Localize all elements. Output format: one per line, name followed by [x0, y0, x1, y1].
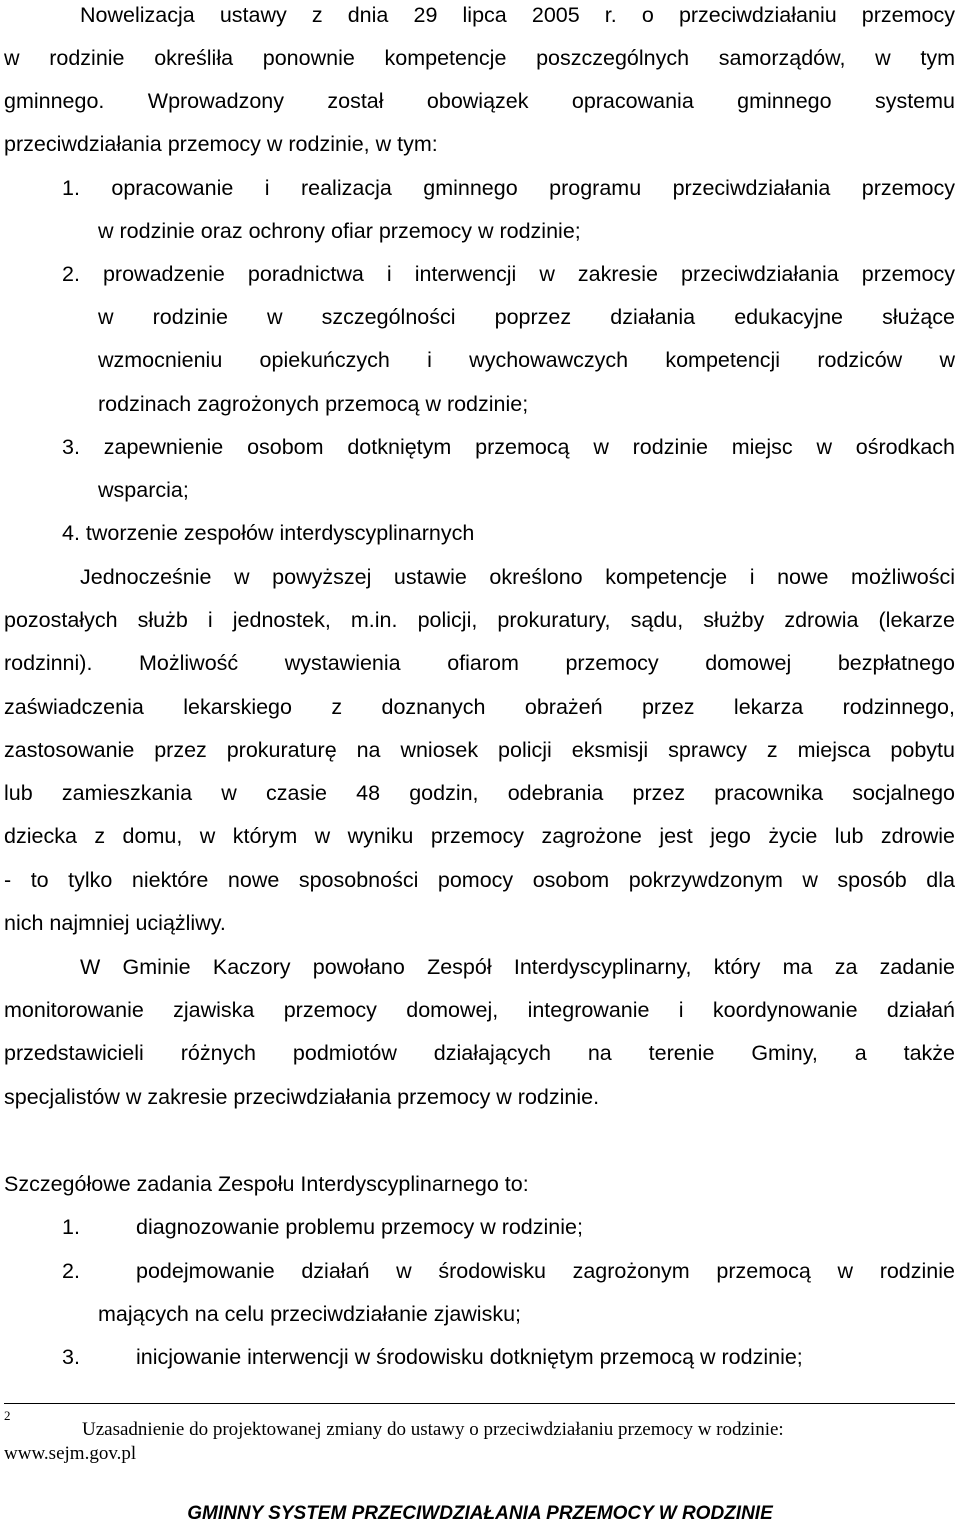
footnote-url[interactable]: www.sejm.gov.pl: [4, 1443, 137, 1464]
tasks-item-1-text: diagnozowanie problemu przemocy w rodzinie;: [136, 1215, 583, 1239]
tasks-item-1-number: 1.: [62, 1215, 80, 1239]
para1-line-2: w rodzinie określiła ponownie kompetencje poszczególnych samorządów, w tym: [4, 46, 955, 70]
list1-item-2-line-4: rodzinach zagrożonych przemocą w rodzinie;: [98, 392, 529, 416]
page-footer-title: GMINNY SYSTEM PRZECIWDZIAŁANIA PRZEMOCY W RODZINIE: [187, 1503, 773, 1524]
list1-item-1-line-1: 1. opracowanie i realizacja gminnego programu przeciwdziałania przemocy: [62, 176, 955, 200]
para2-line-1: Jednocześnie w powyższej ustawie określono kompetencje i nowe możliwości: [80, 565, 955, 589]
list1-item-3-line-2: wsparcia;: [98, 478, 189, 502]
tasks-item-2-line-1: podejmowanie działań w środowisku zagrożonym przemocą w rodzinie: [136, 1259, 955, 1283]
para2-line-5: zastosowanie przez prokuraturę na wniosek policji eksmisji sprawcy z miejsca pobytu: [4, 738, 955, 762]
para2-line-9: nich najmniej uciążliwy.: [4, 911, 226, 935]
list1-item-2-line-2: w rodzinie w szczególności poprzez działania edukacyjne służące: [98, 305, 955, 329]
list1-item-1-line-2: w rodzinie oraz ochrony ofiar przemocy w rodzinie;: [98, 219, 581, 243]
tasks-item-2-line-2: mających na celu przeciwdziałanie zjawisku;: [98, 1302, 522, 1326]
tasks-item-3-number: 3.: [62, 1345, 80, 1369]
para2-line-3: rodzinni). Możliwość wystawienia ofiarom przemocy domowej bezpłatnego: [4, 651, 955, 675]
para1-line-4: przeciwdziałania przemocy w rodzinie, w tym:: [4, 132, 438, 156]
para3-line-1: W Gminie Kaczory powołano Zespół Interdyscyplinarny, który ma za zadanie: [80, 955, 955, 979]
para3-line-3: przedstawicieli różnych podmiotów działających na terenie Gminy, a także: [4, 1041, 955, 1065]
list1-item-4-line-1: 4. tworzenie zespołów interdyscyplinarnych: [62, 521, 475, 545]
footnote-text: Uzasadnienie do projektowanej zmiany do ustawy o przeciwdziałaniu przemocy w rodzinie:: [82, 1419, 784, 1440]
para3-line-4: specjalistów w zakresie przeciwdziałania przemocy w rodzinie.: [4, 1085, 600, 1109]
tasks-heading: Szczegółowe zadania Zespołu Interdyscyplinarnego to:: [4, 1172, 529, 1196]
list1-item-3-line-1: 3. zapewnienie osobom dotkniętym przemocą w rodzinie miejsc w ośrodkach: [62, 435, 955, 459]
footnote-divider: [4, 1403, 955, 1404]
footnote-mark: 2: [4, 1408, 11, 1423]
para2-line-6: lub zamieszkania w czasie 48 godzin, odebrania przez pracownika socjalnego: [4, 781, 955, 805]
para3-line-2: monitorowanie zjawiska przemocy domowej, integrowanie i koordynowanie działań: [4, 998, 955, 1022]
para2-line-7: dziecka z domu, w którym w wyniku przemocy zagrożone jest jego życie lub zdrowie: [4, 824, 955, 848]
tasks-item-2-number: 2.: [62, 1259, 80, 1283]
para1-line-1: Nowelizacja ustawy z dnia 29 lipca 2005 r. o przeciwdziałaniu przemocy: [80, 3, 955, 27]
tasks-item-3-text: inicjowanie interwencji w środowisku dotkniętym przemocą w rodzinie;: [136, 1345, 803, 1369]
para2-line-4: zaświadczenia lekarskiego z doznanych obrażeń przez lekarza rodzinnego,: [4, 695, 955, 719]
list1-item-2-line-1: 2. prowadzenie poradnictwa i interwencji w zakresie przeciwdziałania przemocy: [62, 262, 955, 286]
para1-line-3: gminnego. Wprowadzony został obowiązek opracowania gminnego systemu: [4, 89, 955, 113]
para2-line-2: pozostałych służb i jednostek, m.in. policji, prokuratury, sądu, służby zdrowia (lekarze: [4, 608, 955, 632]
para2-line-8: - to tylko niektóre nowe sposobności pomocy osobom pokrzywdzonym w sposób dla: [4, 868, 955, 892]
list1-item-2-line-3: wzmocnieniu opiekuńczych i wychowawczych kompetencji rodziców w: [98, 348, 955, 372]
